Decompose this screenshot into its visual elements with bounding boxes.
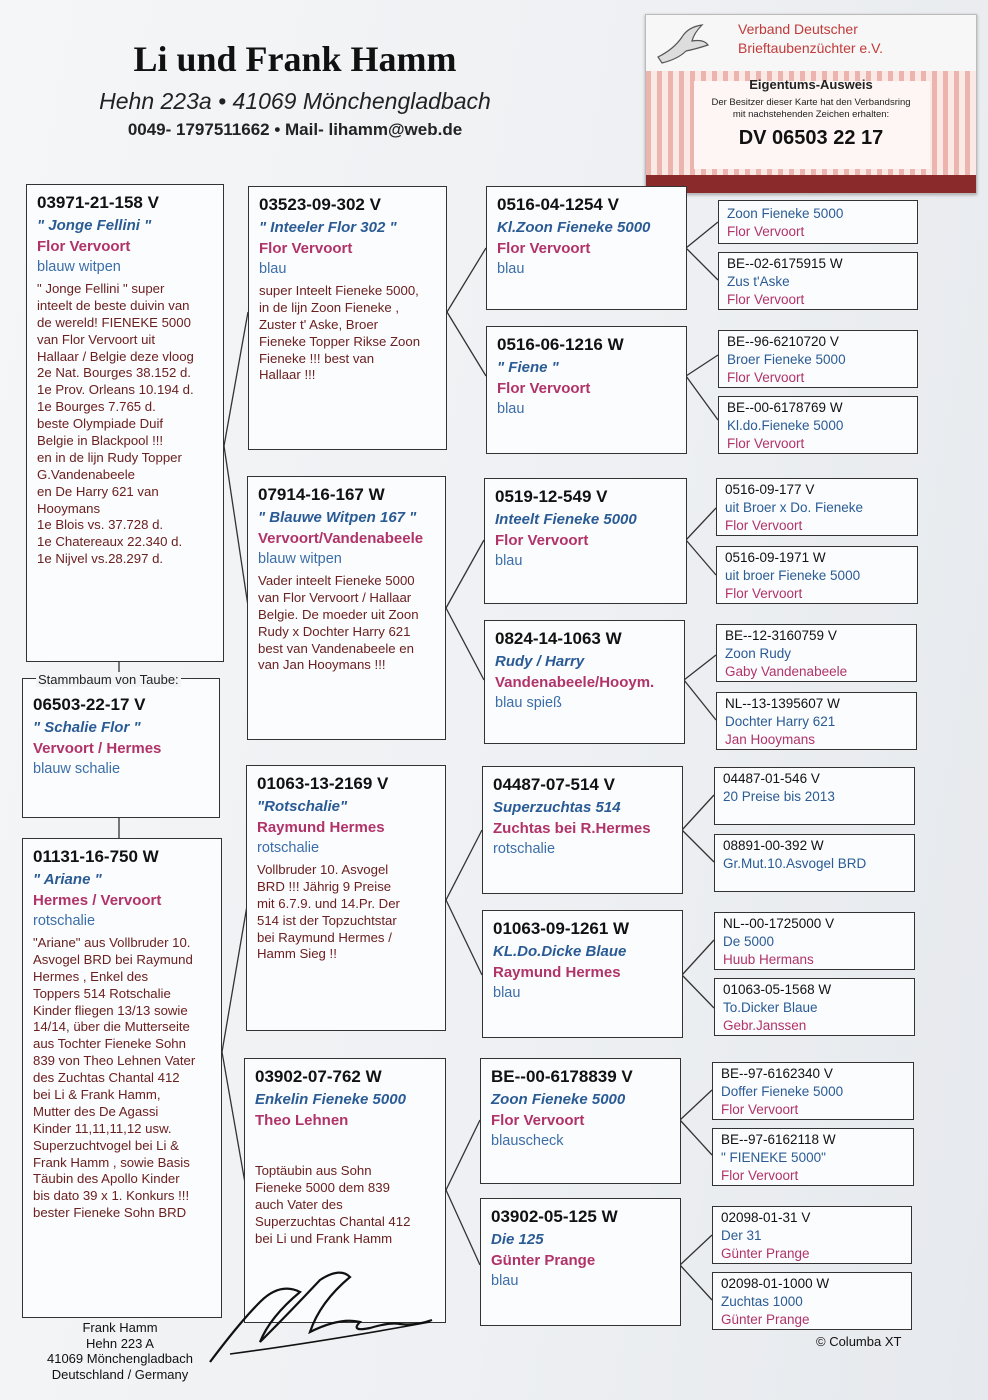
great-grandparent-box [480, 1198, 681, 1326]
grandparent-color: rotschalie [257, 840, 320, 856]
owner-name: Li und Frank Hamm [133, 39, 457, 79]
card-title: Eigentums-Ausweis [749, 77, 873, 92]
grandparent-box [246, 765, 446, 1031]
grandparent-breeder: Raymund Hermes [257, 819, 385, 836]
ggp-ring-number: 0824-14-1063 W [495, 629, 622, 648]
gen4-box: Zoon Fieneke 5000 Flor Vervoort [718, 200, 918, 244]
grandparent-ring-number: 03902-07-762 W [255, 1067, 382, 1086]
mother-breeder: Hermes / Vervoort [33, 892, 162, 909]
ggp-breeder: Flor Vervoort [497, 240, 591, 257]
ggp-name: KL.Do.Dicke Blaue [493, 943, 627, 960]
ggp-name: " Fiene " [497, 359, 559, 376]
ggp-ring-number: 0519-12-549 V [495, 487, 608, 506]
father-ring-number: 03971-21-158 V [37, 193, 159, 212]
ggp-breeder: Vandenabeele/Hooym. [495, 674, 655, 691]
ggp-color: blau [497, 401, 525, 417]
gen4-box: NL--00-1725000 V De 5000 Huub Hermans [714, 912, 915, 970]
gen4-box: 08891-00-392 W Gr.Mut.10.Asvogel BRD [714, 834, 915, 892]
great-grandparent-box [484, 478, 687, 604]
ggp-color: blau [495, 553, 523, 569]
father-color: blauw witpen [37, 259, 121, 275]
gen4-box: 02098-01-31 V Der 31 Günter Prange [712, 1206, 912, 1264]
grandparent-name: " Inteeler Flor 302 " [259, 219, 397, 236]
handwritten-signature [200, 1262, 440, 1372]
ggp-name: Rudy / Harry [495, 653, 585, 670]
grandparent-ring-number: 03523-09-302 V [259, 195, 381, 214]
owner-address: Hehn 223a • 41069 Mönchengladbach [99, 88, 491, 114]
father-breeder: Flor Vervoort [37, 238, 131, 255]
grandparent-name: Enkelin Fieneke 5000 [255, 1091, 406, 1108]
ggp-color: blau [491, 1273, 519, 1289]
card-text-line2: mit nachstehenden Zeichen erhalten: [732, 109, 890, 120]
great-grandparent-box [482, 910, 683, 1038]
ggp-color: blau spieß [495, 695, 562, 711]
great-grandparent-box [486, 326, 687, 454]
ggp-ring-number: 03902-05-125 W [491, 1207, 618, 1226]
gen4-box: 02098-01-1000 W Zuchtas 1000 Günter Prange [712, 1272, 912, 1330]
grandparent-breeder: Theo Lehnen [255, 1112, 349, 1129]
grandparent-box [248, 186, 447, 450]
great-grandparent-box [486, 186, 687, 310]
subject-ring-number: 06503-22-17 V [33, 695, 146, 714]
grandparent-name: " Blauwe Witpen 167 " [258, 509, 417, 526]
card-org-line1: Verband Deutscher [738, 21, 858, 37]
gen4-box: BE--12-3160759 V Zoon Rudy Gaby Vandenabeele [716, 624, 917, 682]
grandparent-breeder: Flor Vervoort [259, 240, 353, 257]
grandparent-description: Vollbruder 10. Asvogel BRD !!! Jährig 9 Preise mit 6.7.9. und 14.Pr. Der 514 ist der Topzuchtstar bei Raymund Hermes / Hamm Sieg !! [257, 862, 400, 962]
gen4-box: NL--13-1395607 W Dochter Harry 621 Jan Hooymans [716, 692, 917, 750]
mother-description: "Ariane" aus Vollbruder 10. Asvogel BRD bei Raymund Hermes , Enkel des Toppers 514 Rotschalie Kinder fliegen 13/13 sowie 14/14, über die Mutterseite aus Tochter Fieneke Sohn 839 von Theo Lehnen Vater des Zuchtas Chantal 412 bei Li & Frank Hamm, Mutter des De Agassi Kinder 11,11,11,12 usw. Superzuchtvogel bei Li & Frank Hamm , sowie Basis Täubin des Apollo Kinder bis dato 39 x 1. Konkurs !!! bester Fieneke Sohn BRD [33, 935, 196, 1221]
great-grandparent-box [480, 1058, 681, 1184]
great-grandparent-box [482, 766, 683, 894]
grandparent-description: Toptäubin aus Sohn Fieneke 5000 dem 839 auch Vater des Superzuchtas Chantal 412 bei Li und Frank Hamm [255, 1163, 411, 1246]
father-box [26, 184, 224, 662]
ggp-ring-number: 0516-06-1216 W [497, 335, 624, 354]
gen4-box: 0516-09-177 V uit Broer x Do. Fieneke Flor Vervoort [716, 478, 918, 536]
gen4-box: BE--02-6175915 W Zus t'Aske Flor Vervoort [718, 252, 918, 310]
mother-name: " Ariane " [33, 871, 102, 888]
ggp-color: blauscheck [491, 1133, 564, 1149]
gen4-box: 04487-01-546 V 20 Preise bis 2013 [714, 767, 915, 825]
subject-breeder: Vervoort / Hermes [33, 740, 162, 757]
gen4-box: BE--00-6178769 W Kl.do.Fieneke 5000 Flor Vervoort [718, 396, 918, 454]
ggp-breeder: Zuchtas bei R.Hermes [493, 820, 651, 837]
father-name: " Jonge Fellini " [37, 217, 152, 234]
ggp-breeder: Flor Vervoort [495, 532, 589, 549]
copyright: © Columba XT [816, 1334, 902, 1349]
ggp-color: blau [497, 261, 525, 277]
ggp-color: rotschalie [493, 841, 556, 857]
mother-color: rotschalie [33, 913, 96, 929]
grandparent-ring-number: 01063-13-2169 V [257, 774, 389, 793]
ownership-card [645, 14, 977, 194]
gen4-box: 0516-09-1971 W uit broer Fieneke 5000 Flor Vervoort [716, 546, 918, 604]
stammbaum-label: Stammbaum von Taube: [38, 672, 179, 687]
grandparent-breeder: Vervoort/Vandenabeele [258, 530, 424, 547]
card-org-line2: Brieftaubenzüchter e.V. [738, 40, 884, 56]
subject-name: " Schalie Flor " [33, 719, 141, 736]
mother-ring-number: 01131-16-750 W [33, 847, 159, 866]
ggp-name: Superzuchtas 514 [493, 799, 621, 816]
card-text-line1: Der Besitzer dieser Karte hat den Verbandsring [711, 97, 911, 108]
owner-contact: 0049- 1797511662 • Mail- lihamm@web.de [127, 120, 463, 139]
ggp-breeder: Flor Vervoort [491, 1112, 585, 1129]
gen4-box: 01063-05-1568 W To.Dicker Blaue Gebr.Janssen [714, 978, 915, 1036]
gen4-box: BE--96-6210720 V Broer Fieneke 5000 Flor Vervoort [718, 330, 918, 388]
gen4-box: BE--97-6162340 V Doffer Fieneke 5000 Flor Vervoort [712, 1062, 914, 1120]
grandparent-box [247, 476, 446, 740]
ggp-name: Die 125 [491, 1231, 544, 1248]
ggp-ring-number: 04487-07-514 V [493, 775, 615, 794]
grandparent-color: blauw witpen [258, 551, 342, 567]
mother-box [22, 838, 222, 1318]
grandparent-ring-number: 07914-16-167 W [258, 485, 385, 504]
ggp-ring-number: 01063-09-1261 W [493, 919, 630, 938]
card-ring-number: DV 06503 22 17 [738, 127, 884, 149]
grandparent-description: super Inteelt Fieneke 5000, in de lijn Zoon Fieneke , Zuster t' Aske, Broer Fieneke Topper Rikse Zoon Fieneke !!! best van Hallaar !!! [259, 283, 421, 383]
ggp-name: Inteelt Fieneke 5000 [495, 511, 637, 528]
great-grandparent-box [484, 620, 685, 744]
ggp-breeder: Flor Vervoort [497, 380, 591, 397]
grandparent-color: blau [259, 261, 287, 277]
ggp-breeder: Raymund Hermes [493, 964, 621, 981]
ggp-name: Zoon Fieneke 5000 [491, 1091, 626, 1108]
footer-address: Frank Hamm Hehn 223 A 41069 Mönchengladbach Deutschland / Germany [46, 1320, 193, 1382]
ggp-breeder: Günter Prange [491, 1252, 596, 1269]
ggp-ring-number: BE--00-6178839 V [491, 1067, 633, 1086]
ggp-color: blau [493, 985, 521, 1001]
father-description: " Jonge Fellini " super inteelt de beste duivin van de wereld! FIENEKE 5000 van Flor Vervoort uit Hallaar / Belgie deze vloog 2e Nat. Bourges 38.152 d. 1e Prov. Orleans 10.194 d. 1e Bourges 7.765 d. beste Olympiade Duif Belgie in Blackpool !!! en in de lijn Rudy Topper G.Vandenabeele en De Harry 621 van Hooymans 1e Blois vs. 37.728 d. 1e Chatereaux 22.340 d. 1e Nijvel vs.28.297 d. [37, 281, 194, 567]
ggp-name: Kl.Zoon Fieneke 5000 [497, 219, 651, 236]
subject-box [22, 678, 220, 818]
grandparent-name: "Rotschalie" [257, 798, 348, 815]
subject-color: blauw schalie [33, 761, 121, 777]
pigeon-logo-icon [652, 19, 712, 69]
ggp-ring-number: 0516-04-1254 V [497, 195, 619, 214]
gen4-box: BE--97-6162118 W " FIENEKE 5000" Flor Vervoort [712, 1128, 914, 1186]
grandparent-description: Vader inteelt Fieneke 5000 van Flor Vervoort / Hallaar Belgie. De moeder uit Zoon Rudy x Dochter Harry 621 best van Vandenabeele en van Jan Hooymans !!! [258, 573, 419, 673]
